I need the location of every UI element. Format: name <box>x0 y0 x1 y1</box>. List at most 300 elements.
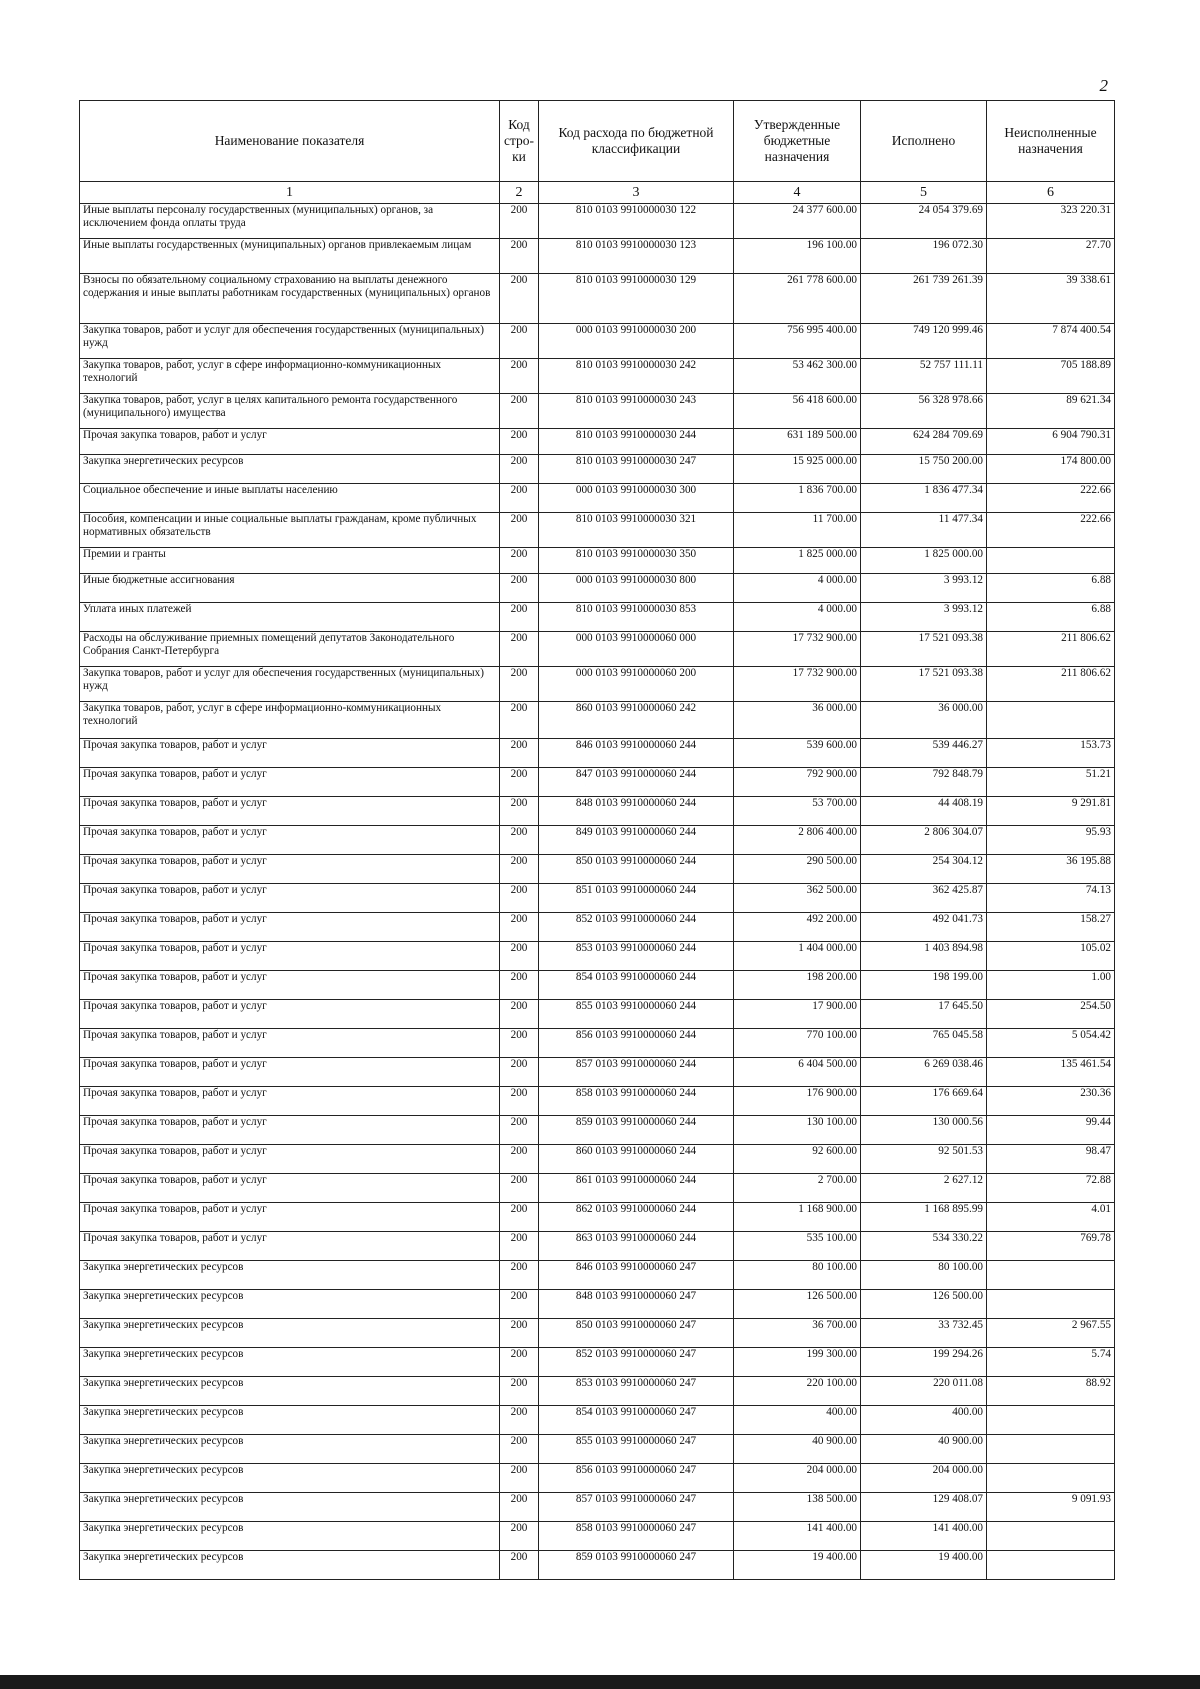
approved-amount: 4 000.00 <box>734 574 861 603</box>
indicator-name: Прочая закупка товаров, работ и услуг <box>80 1232 500 1261</box>
indicator-name: Прочая закупка товаров, работ и услуг <box>80 942 500 971</box>
executed-amount: 199 294.26 <box>861 1348 987 1377</box>
unexecuted-amount <box>987 1290 1115 1319</box>
column-number: 3 <box>539 182 734 204</box>
expense-code: 848 0103 9910000060 247 <box>539 1290 734 1319</box>
expense-code: 810 0103 9910000030 123 <box>539 239 734 274</box>
expense-code: 810 0103 9910000030 350 <box>539 548 734 574</box>
table-row <box>80 204 1115 239</box>
approved-amount: 362 500.00 <box>734 884 861 913</box>
expense-code: 810 0103 9910000030 122 <box>539 204 734 239</box>
approved-amount: 17 732 900.00 <box>734 667 861 702</box>
approved-amount: 36 700.00 <box>734 1319 861 1348</box>
column-number: 1 <box>80 182 500 204</box>
unexecuted-amount <box>987 1261 1115 1290</box>
indicator-name: Закупка энергетических ресурсов <box>80 1290 500 1319</box>
table-row <box>80 632 1115 667</box>
table-row <box>80 768 1115 797</box>
row-code: 200 <box>500 1116 539 1145</box>
row-code: 200 <box>500 971 539 1000</box>
table-row <box>80 359 1115 394</box>
unexecuted-amount: 98.47 <box>987 1145 1115 1174</box>
table-row <box>80 548 1115 574</box>
approved-amount: 1 825 000.00 <box>734 548 861 574</box>
unexecuted-amount: 2 967.55 <box>987 1319 1115 1348</box>
table-row <box>80 739 1115 768</box>
indicator-name: Закупка энергетических ресурсов <box>80 1406 500 1435</box>
executed-amount: 254 304.12 <box>861 855 987 884</box>
row-code: 200 <box>500 1377 539 1406</box>
indicator-name: Прочая закупка товаров, работ и услуг <box>80 429 500 455</box>
approved-amount: 196 100.00 <box>734 239 861 274</box>
table-row <box>80 513 1115 548</box>
row-code: 200 <box>500 1464 539 1493</box>
indicator-name: Уплата иных платежей <box>80 603 500 632</box>
table-row <box>80 913 1115 942</box>
row-code: 200 <box>500 394 539 429</box>
expense-code: 860 0103 9910000060 244 <box>539 1145 734 1174</box>
table-row <box>80 1464 1115 1493</box>
row-code: 200 <box>500 204 539 239</box>
unexecuted-amount <box>987 1551 1115 1580</box>
expense-code: 862 0103 9910000060 244 <box>539 1203 734 1232</box>
indicator-name: Закупка товаров, работ, услуг в сфере информационно-коммуникационных технологий <box>80 359 500 394</box>
approved-amount: 138 500.00 <box>734 1493 861 1522</box>
table-row <box>80 274 1115 324</box>
executed-amount: 1 836 477.34 <box>861 484 987 513</box>
unexecuted-amount: 6 904 790.31 <box>987 429 1115 455</box>
row-code: 200 <box>500 1406 539 1435</box>
expense-code: 858 0103 9910000060 247 <box>539 1522 734 1551</box>
unexecuted-amount: 39 338.61 <box>987 274 1115 324</box>
executed-amount: 2 806 304.07 <box>861 826 987 855</box>
unexecuted-amount: 9 091.93 <box>987 1493 1115 1522</box>
executed-amount: 1 168 895.99 <box>861 1203 987 1232</box>
unexecuted-amount: 705 188.89 <box>987 359 1115 394</box>
approved-amount: 1 404 000.00 <box>734 942 861 971</box>
expense-code: 847 0103 9910000060 244 <box>539 768 734 797</box>
indicator-name: Премии и гранты <box>80 548 500 574</box>
row-code: 200 <box>500 1145 539 1174</box>
approved-amount: 4 000.00 <box>734 603 861 632</box>
unexecuted-amount: 222.66 <box>987 513 1115 548</box>
approved-amount: 261 778 600.00 <box>734 274 861 324</box>
row-code: 200 <box>500 324 539 359</box>
executed-amount: 11 477.34 <box>861 513 987 548</box>
expense-code: 854 0103 9910000060 244 <box>539 971 734 1000</box>
approved-amount: 19 400.00 <box>734 1551 861 1580</box>
row-code: 200 <box>500 1435 539 1464</box>
row-code: 200 <box>500 429 539 455</box>
unexecuted-amount <box>987 1435 1115 1464</box>
table-row <box>80 1377 1115 1406</box>
approved-amount: 36 000.00 <box>734 702 861 739</box>
expense-code: 859 0103 9910000060 247 <box>539 1551 734 1580</box>
approved-amount: 198 200.00 <box>734 971 861 1000</box>
indicator-name: Пособия, компенсации и иные социальные выплаты гражданам, кроме публичных нормативных обязательств <box>80 513 500 548</box>
column-number: 2 <box>500 182 539 204</box>
indicator-name: Прочая закупка товаров, работ и услуг <box>80 1058 500 1087</box>
approved-amount: 17 732 900.00 <box>734 632 861 667</box>
table-row <box>80 1000 1115 1029</box>
approved-amount: 400.00 <box>734 1406 861 1435</box>
approved-amount: 2 806 400.00 <box>734 826 861 855</box>
unexecuted-amount: 95.93 <box>987 826 1115 855</box>
approved-amount: 53 462 300.00 <box>734 359 861 394</box>
row-code: 200 <box>500 1232 539 1261</box>
executed-amount: 1 403 894.98 <box>861 942 987 971</box>
indicator-name: Прочая закупка товаров, работ и услуг <box>80 1000 500 1029</box>
row-code: 200 <box>500 667 539 702</box>
unexecuted-amount: 99.44 <box>987 1116 1115 1145</box>
expense-code: 854 0103 9910000060 247 <box>539 1406 734 1435</box>
row-code: 200 <box>500 942 539 971</box>
indicator-name: Прочая закупка товаров, работ и услуг <box>80 1087 500 1116</box>
row-code: 200 <box>500 632 539 667</box>
table-row <box>80 1348 1115 1377</box>
unexecuted-amount: 27.70 <box>987 239 1115 274</box>
expense-code: 857 0103 9910000060 244 <box>539 1058 734 1087</box>
table-row <box>80 1551 1115 1580</box>
unexecuted-amount <box>987 702 1115 739</box>
indicator-name: Закупка товаров, работ и услуг для обеспечения государственных (муниципальных) нужд <box>80 667 500 702</box>
approved-amount: 141 400.00 <box>734 1522 861 1551</box>
executed-amount: 33 732.45 <box>861 1319 987 1348</box>
executed-amount: 80 100.00 <box>861 1261 987 1290</box>
indicator-name: Прочая закупка товаров, работ и услуг <box>80 884 500 913</box>
table-row <box>80 1493 1115 1522</box>
executed-amount: 261 739 261.39 <box>861 274 987 324</box>
executed-amount: 362 425.87 <box>861 884 987 913</box>
expense-code: 810 0103 9910000030 321 <box>539 513 734 548</box>
expense-code: 859 0103 9910000060 244 <box>539 1116 734 1145</box>
approved-amount: 1 168 900.00 <box>734 1203 861 1232</box>
indicator-name: Прочая закупка товаров, работ и услуг <box>80 797 500 826</box>
row-code: 200 <box>500 603 539 632</box>
executed-amount: 141 400.00 <box>861 1522 987 1551</box>
indicator-name: Закупка энергетических ресурсов <box>80 1348 500 1377</box>
indicator-name: Прочая закупка товаров, работ и услуг <box>80 1145 500 1174</box>
expense-code: 852 0103 9910000060 247 <box>539 1348 734 1377</box>
approved-amount: 204 000.00 <box>734 1464 861 1493</box>
expense-code: 863 0103 9910000060 244 <box>539 1232 734 1261</box>
unexecuted-amount: 5.74 <box>987 1348 1115 1377</box>
approved-amount: 2 700.00 <box>734 1174 861 1203</box>
row-code: 200 <box>500 1319 539 1348</box>
table-row <box>80 603 1115 632</box>
expense-code: 000 0103 9910000030 300 <box>539 484 734 513</box>
indicator-name: Закупка энергетических ресурсов <box>80 1261 500 1290</box>
row-code: 200 <box>500 1029 539 1058</box>
unexecuted-amount: 222.66 <box>987 484 1115 513</box>
table-row <box>80 1261 1115 1290</box>
unexecuted-amount: 7 874 400.54 <box>987 324 1115 359</box>
table-row <box>80 826 1115 855</box>
indicator-name: Прочая закупка товаров, работ и услуг <box>80 1174 500 1203</box>
unexecuted-amount: 36 195.88 <box>987 855 1115 884</box>
expense-code: 849 0103 9910000060 244 <box>539 826 734 855</box>
table-row <box>80 1290 1115 1319</box>
row-code: 200 <box>500 1493 539 1522</box>
table-row <box>80 971 1115 1000</box>
approved-amount: 17 900.00 <box>734 1000 861 1029</box>
scan-bottom-edge <box>0 1675 1200 1689</box>
table-row <box>80 239 1115 274</box>
executed-amount: 539 446.27 <box>861 739 987 768</box>
indicator-name: Взносы по обязательному социальному страхованию на выплаты денежного содержания и иные выплаты работникам государственных (муниципальных) органов <box>80 274 500 324</box>
column-number: 6 <box>987 182 1115 204</box>
executed-amount: 6 269 038.46 <box>861 1058 987 1087</box>
expense-code: 000 0103 9910000030 800 <box>539 574 734 603</box>
approved-amount: 176 900.00 <box>734 1087 861 1116</box>
indicator-name: Закупка энергетических ресурсов <box>80 1493 500 1522</box>
executed-amount: 24 054 379.69 <box>861 204 987 239</box>
executed-amount: 17 645.50 <box>861 1000 987 1029</box>
indicator-name: Закупка энергетических ресурсов <box>80 1319 500 1348</box>
indicator-name: Прочая закупка товаров, работ и услуг <box>80 1116 500 1145</box>
row-code: 200 <box>500 1058 539 1087</box>
table-row <box>80 702 1115 739</box>
approved-amount: 199 300.00 <box>734 1348 861 1377</box>
executed-amount: 17 521 093.38 <box>861 667 987 702</box>
row-code: 200 <box>500 513 539 548</box>
table-row <box>80 324 1115 359</box>
row-code: 200 <box>500 768 539 797</box>
expense-code: 810 0103 9910000030 129 <box>539 274 734 324</box>
unexecuted-amount: 6.88 <box>987 603 1115 632</box>
expense-code: 848 0103 9910000060 244 <box>539 797 734 826</box>
executed-amount: 3 993.12 <box>861 574 987 603</box>
row-code: 200 <box>500 702 539 739</box>
expense-code: 857 0103 9910000060 247 <box>539 1493 734 1522</box>
table-row <box>80 1029 1115 1058</box>
indicator-name: Закупка энергетических ресурсов <box>80 455 500 484</box>
indicator-name: Закупка энергетических ресурсов <box>80 1551 500 1580</box>
table-row <box>80 1174 1115 1203</box>
table-row <box>80 1087 1115 1116</box>
row-code: 200 <box>500 274 539 324</box>
row-code: 200 <box>500 826 539 855</box>
approved-amount: 92 600.00 <box>734 1145 861 1174</box>
unexecuted-amount: 174 800.00 <box>987 455 1115 484</box>
row-code: 200 <box>500 855 539 884</box>
executed-amount: 400.00 <box>861 1406 987 1435</box>
header-approved: Утвержденные бюджетные назначения <box>734 101 861 182</box>
approved-amount: 6 404 500.00 <box>734 1058 861 1087</box>
expense-code: 810 0103 9910000030 242 <box>539 359 734 394</box>
unexecuted-amount: 135 461.54 <box>987 1058 1115 1087</box>
executed-amount: 15 750 200.00 <box>861 455 987 484</box>
executed-amount: 196 072.30 <box>861 239 987 274</box>
expense-code: 853 0103 9910000060 244 <box>539 942 734 971</box>
unexecuted-amount: 105.02 <box>987 942 1115 971</box>
row-code: 200 <box>500 1290 539 1319</box>
column-number-row <box>80 182 1115 204</box>
unexecuted-amount: 5 054.42 <box>987 1029 1115 1058</box>
approved-amount: 220 100.00 <box>734 1377 861 1406</box>
approved-amount: 56 418 600.00 <box>734 394 861 429</box>
header-unexecuted: Неисполненные назначения <box>987 101 1115 182</box>
row-code: 200 <box>500 1551 539 1580</box>
expense-code: 810 0103 9910000030 247 <box>539 455 734 484</box>
expense-code: 000 0103 9910000060 000 <box>539 632 734 667</box>
indicator-name: Прочая закупка товаров, работ и услуг <box>80 1029 500 1058</box>
row-code: 200 <box>500 1174 539 1203</box>
approved-amount: 40 900.00 <box>734 1435 861 1464</box>
executed-amount: 17 521 093.38 <box>861 632 987 667</box>
expense-code: 852 0103 9910000060 244 <box>539 913 734 942</box>
header-indicator-name: Наименование показателя <box>80 101 500 182</box>
expense-code: 850 0103 9910000060 244 <box>539 855 734 884</box>
table-row <box>80 1145 1115 1174</box>
executed-amount: 1 825 000.00 <box>861 548 987 574</box>
approved-amount: 792 900.00 <box>734 768 861 797</box>
expense-code: 000 0103 9910000030 200 <box>539 324 734 359</box>
table-row <box>80 1058 1115 1087</box>
row-code: 200 <box>500 797 539 826</box>
expense-code: 851 0103 9910000060 244 <box>539 884 734 913</box>
approved-amount: 11 700.00 <box>734 513 861 548</box>
executed-amount: 492 041.73 <box>861 913 987 942</box>
executed-amount: 2 627.12 <box>861 1174 987 1203</box>
row-code: 200 <box>500 239 539 274</box>
unexecuted-amount <box>987 548 1115 574</box>
executed-amount: 534 330.22 <box>861 1232 987 1261</box>
executed-amount: 220 011.08 <box>861 1377 987 1406</box>
table-row <box>80 1232 1115 1261</box>
unexecuted-amount <box>987 1406 1115 1435</box>
approved-amount: 290 500.00 <box>734 855 861 884</box>
approved-amount: 53 700.00 <box>734 797 861 826</box>
indicator-name: Закупка энергетических ресурсов <box>80 1377 500 1406</box>
table-row <box>80 1522 1115 1551</box>
executed-amount: 749 120 999.46 <box>861 324 987 359</box>
indicator-name: Иные бюджетные ассигнования <box>80 574 500 603</box>
executed-amount: 624 284 709.69 <box>861 429 987 455</box>
indicator-name: Прочая закупка товаров, работ и услуг <box>80 855 500 884</box>
unexecuted-amount: 254.50 <box>987 1000 1115 1029</box>
indicator-name: Закупка товаров, работ, услуг в сфере информационно-коммуникационных технологий <box>80 702 500 739</box>
unexecuted-amount: 4.01 <box>987 1203 1115 1232</box>
indicator-name: Закупка энергетических ресурсов <box>80 1522 500 1551</box>
table-row <box>80 429 1115 455</box>
table-row <box>80 394 1115 429</box>
row-code: 200 <box>500 884 539 913</box>
table-row <box>80 1435 1115 1464</box>
expense-code: 856 0103 9910000060 247 <box>539 1464 734 1493</box>
approved-amount: 770 100.00 <box>734 1029 861 1058</box>
indicator-name: Закупка товаров, работ и услуг для обеспечения государственных (муниципальных) нужд <box>80 324 500 359</box>
executed-amount: 126 500.00 <box>861 1290 987 1319</box>
table-row <box>80 884 1115 913</box>
table-row <box>80 574 1115 603</box>
indicator-name: Прочая закупка товаров, работ и услуг <box>80 768 500 797</box>
unexecuted-amount <box>987 1464 1115 1493</box>
table-row <box>80 1406 1115 1435</box>
executed-amount: 44 408.19 <box>861 797 987 826</box>
executed-amount: 129 408.07 <box>861 1493 987 1522</box>
indicator-name: Иные выплаты персоналу государственных (муниципальных) органов, за исключением фонда оплаты труда <box>80 204 500 239</box>
unexecuted-amount: 153.73 <box>987 739 1115 768</box>
expense-code: 860 0103 9910000060 242 <box>539 702 734 739</box>
approved-amount: 15 925 000.00 <box>734 455 861 484</box>
approved-amount: 126 500.00 <box>734 1290 861 1319</box>
unexecuted-amount: 74.13 <box>987 884 1115 913</box>
executed-amount: 176 669.64 <box>861 1087 987 1116</box>
unexecuted-amount: 323 220.31 <box>987 204 1115 239</box>
unexecuted-amount: 158.27 <box>987 913 1115 942</box>
unexecuted-amount: 88.92 <box>987 1377 1115 1406</box>
row-code: 200 <box>500 1203 539 1232</box>
row-code: 200 <box>500 1348 539 1377</box>
executed-amount: 130 000.56 <box>861 1116 987 1145</box>
indicator-name: Иные выплаты государственных (муниципальных) органов привлекаемым лицам <box>80 239 500 274</box>
approved-amount: 535 100.00 <box>734 1232 861 1261</box>
table-row <box>80 484 1115 513</box>
expense-code: 850 0103 9910000060 247 <box>539 1319 734 1348</box>
table-row <box>80 1203 1115 1232</box>
indicator-name: Закупка энергетических ресурсов <box>80 1435 500 1464</box>
expense-code: 810 0103 9910000030 244 <box>539 429 734 455</box>
row-code: 200 <box>500 548 539 574</box>
row-code: 200 <box>500 1522 539 1551</box>
unexecuted-amount: 51.21 <box>987 768 1115 797</box>
executed-amount: 52 757 111.11 <box>861 359 987 394</box>
table-body <box>80 204 1115 1580</box>
approved-amount: 492 200.00 <box>734 913 861 942</box>
header-executed: Исполнено <box>861 101 987 182</box>
indicator-name: Закупка энергетических ресурсов <box>80 1464 500 1493</box>
expense-code: 861 0103 9910000060 244 <box>539 1174 734 1203</box>
column-number: 4 <box>734 182 861 204</box>
row-code: 200 <box>500 574 539 603</box>
unexecuted-amount: 6.88 <box>987 574 1115 603</box>
row-code: 200 <box>500 1000 539 1029</box>
unexecuted-amount: 1.00 <box>987 971 1115 1000</box>
indicator-name: Социальное обеспечение и иные выплаты населению <box>80 484 500 513</box>
indicator-name: Прочая закупка товаров, работ и услуг <box>80 1203 500 1232</box>
executed-amount: 40 900.00 <box>861 1435 987 1464</box>
table-row <box>80 455 1115 484</box>
row-code: 200 <box>500 1261 539 1290</box>
executed-amount: 3 993.12 <box>861 603 987 632</box>
indicator-name: Прочая закупка товаров, работ и услуг <box>80 971 500 1000</box>
row-code: 200 <box>500 913 539 942</box>
indicator-name: Закупка товаров, работ, услуг в целях капитального ремонта государственного (муниципального) имущества <box>80 394 500 429</box>
unexecuted-amount: 211 806.62 <box>987 667 1115 702</box>
executed-amount: 765 045.58 <box>861 1029 987 1058</box>
unexecuted-amount: 230.36 <box>987 1087 1115 1116</box>
expense-code: 810 0103 9910000030 243 <box>539 394 734 429</box>
expense-code: 000 0103 9910000060 200 <box>539 667 734 702</box>
unexecuted-amount: 9 291.81 <box>987 797 1115 826</box>
row-code: 200 <box>500 739 539 768</box>
approved-amount: 631 189 500.00 <box>734 429 861 455</box>
header-expense-code: Код расхода по бюджетной классификации <box>539 101 734 182</box>
expense-code: 853 0103 9910000060 247 <box>539 1377 734 1406</box>
executed-amount: 19 400.00 <box>861 1551 987 1580</box>
unexecuted-amount: 211 806.62 <box>987 632 1115 667</box>
column-number: 5 <box>861 182 987 204</box>
table-row <box>80 855 1115 884</box>
executed-amount: 198 199.00 <box>861 971 987 1000</box>
expense-code: 846 0103 9910000060 244 <box>539 739 734 768</box>
table-row <box>80 1319 1115 1348</box>
executed-amount: 36 000.00 <box>861 702 987 739</box>
approved-amount: 539 600.00 <box>734 739 861 768</box>
row-code: 200 <box>500 455 539 484</box>
row-code: 200 <box>500 359 539 394</box>
